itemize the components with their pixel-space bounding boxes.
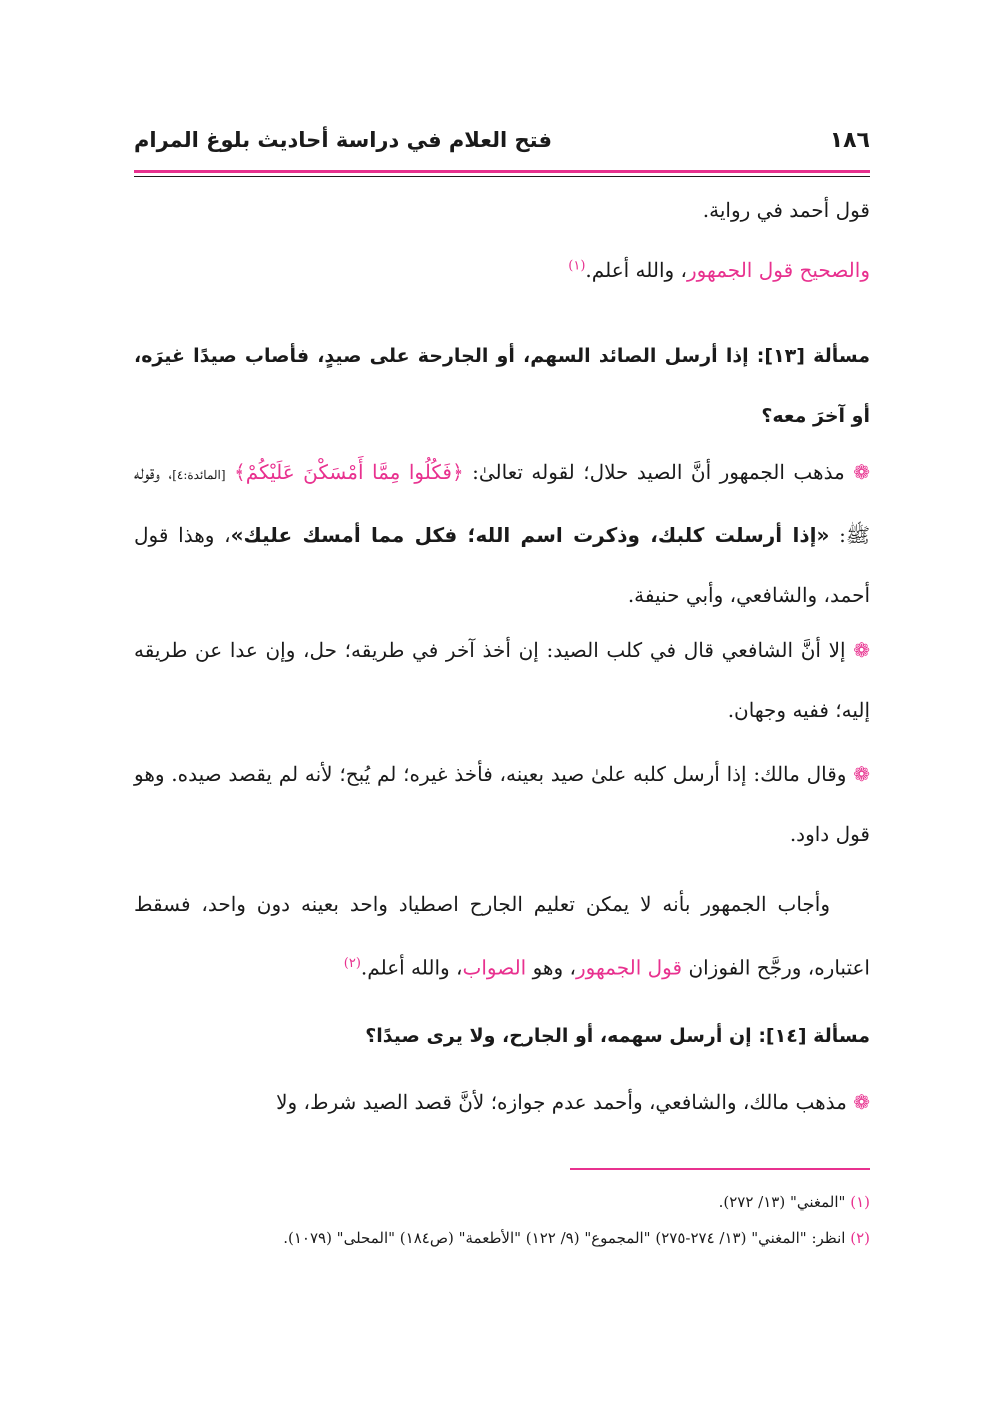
- paragraph-text: ، والله أعلم.: [585, 258, 688, 282]
- footnote-1: [134, 1188, 870, 1216]
- hadith-text: «إذا أرسلت كلبك، وذكرت اسم الله؛ فكل مما أمسك عليك»: [230, 523, 830, 547]
- page-number: ١٨٦: [829, 128, 870, 153]
- paragraph-text: ، وهو: [532, 955, 576, 980]
- paragraph-response: [134, 874, 870, 998]
- issue-14-heading: [134, 1006, 870, 1066]
- header-rule-thin: [134, 176, 870, 177]
- paragraph-text: إلا أنَّ الشافعي قال في كلب الصيد: إن أخذ آخر في طريقه؛ حل، وإن عدا عن طريقه إليه؛ ففيه وجهان.: [134, 638, 870, 722]
- quran-verse: ﴿فَكُلُوا مِمَّا أَمْسَكْنَ عَلَيْكُمْ﴾: [234, 460, 464, 484]
- paragraph-text: مذهب مالك، والشافعي، وأحمد عدم جوازه؛ لأنَّ قصد الصيد شرط، ولا: [276, 1090, 847, 1114]
- footnote-number: (٢): [850, 1229, 870, 1247]
- header-rule-accent: [134, 170, 870, 173]
- footnote-marker-1: (١): [568, 258, 586, 274]
- issue-14-label: مسألة [١٤]:: [758, 1025, 870, 1047]
- footnote-marker-2: (٢): [343, 956, 361, 971]
- flower-bullet-icon: ❁: [853, 762, 870, 786]
- footnote-number: (١): [850, 1193, 870, 1211]
- body-line-1: قول أحمد في رواية.: [702, 198, 870, 222]
- issue-13-heading: [134, 326, 870, 446]
- paragraph-text: مذهب الجمهور أنَّ الصيد حلال؛ لقوله تعالىٰ:: [472, 460, 845, 484]
- paragraph-majority-view: [134, 442, 870, 625]
- majority-opinion-highlight: قول الجمهور: [575, 955, 683, 980]
- footnote-text: انظر: "المغني" (١٣/ ٢٧٤-٢٧٥) "المجموع" (٩/ ١٢٢) "الأطعمة" (ص١٨٤) "المحلى" (١٠٧٩).: [283, 1229, 846, 1247]
- correct-highlight: الصواب: [462, 955, 527, 980]
- paragraph-text: ، وهذا قول أحمد، والشافعي، وأبي حنيفة.: [134, 523, 870, 607]
- paragraph-issue-14: [134, 1072, 870, 1132]
- flower-bullet-icon: ❁: [853, 460, 871, 484]
- paragraph-text: ، والله أعلم.: [360, 955, 463, 980]
- majority-opinion-highlight: والصحيح قول الجمهور: [687, 258, 870, 282]
- paragraph-text: وقال مالك: إذا أرسل كلبه علىٰ صيد بعينه، فأخذ غيره؛ لم يُبح؛ لأنه لم يقصد صيده. وهو قول داود.: [134, 762, 870, 846]
- footnote-divider: [570, 1168, 870, 1170]
- flower-bullet-icon: ❁: [853, 638, 870, 662]
- paragraph-text: وأجاب الجمهور بأنه لا يمكن تعليم الجارح اصطياد واحد بعينه دون واحد، فسقط اعتباره، ورجَّح الفوزان: [134, 892, 870, 980]
- issue-13-question: إذا أرسل الصائد السهم، أو الجارحة على صيدٍ، فأصاب صيدًا غيرَه، أو آخرَ معه؟: [134, 345, 870, 427]
- issue-13-label: مسألة [١٣]:: [756, 345, 870, 367]
- paragraph-shafii: [134, 620, 870, 740]
- book-title: فتح العلام في دراسة أحاديث بلوغ المرام: [134, 128, 552, 152]
- verse-reference: [المائدة:٤]: [172, 468, 226, 482]
- issue-14-question: إن أرسل سهمه، أو الجارح، ولا يرى صيدًا؟: [365, 1025, 752, 1047]
- body-paragraph-2: [134, 258, 870, 282]
- flower-bullet-icon: ❁: [853, 1090, 870, 1114]
- paragraph-text: ، وقوله ﷺ:: [134, 460, 871, 547]
- footnote-text: "المغني" (١٣/ ٢٧٢).: [718, 1193, 846, 1211]
- paragraph-malik: [134, 744, 870, 864]
- footnote-2: [134, 1224, 870, 1252]
